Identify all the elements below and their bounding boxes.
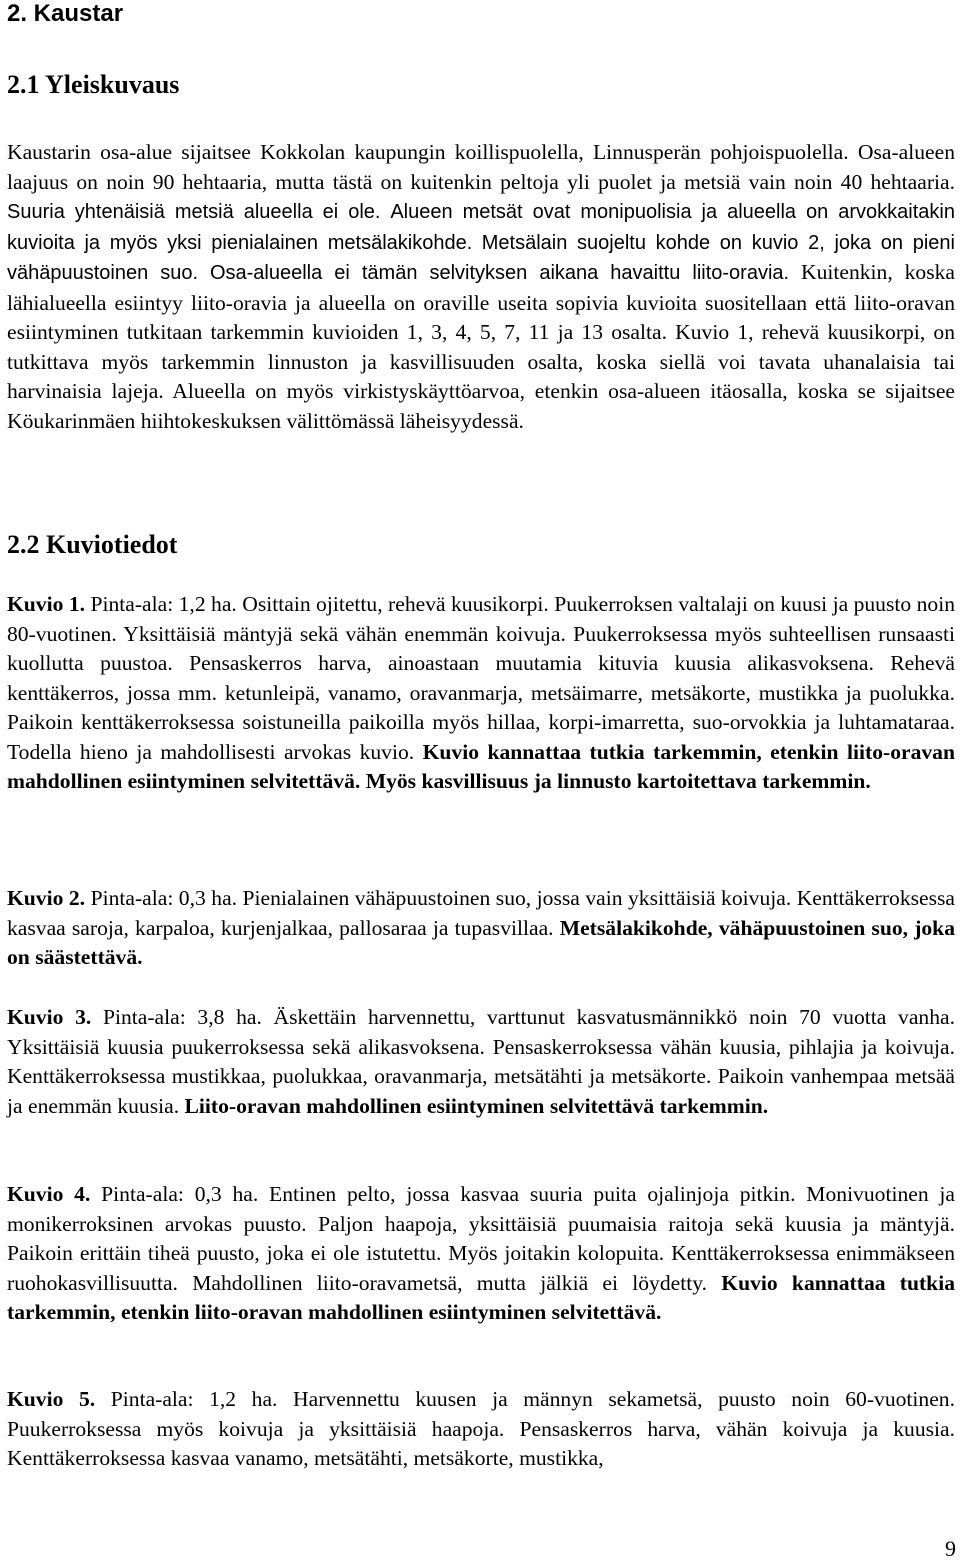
kuvio-recommendation: Kuvio kannattaa tutkia tarkemmin, etenkin liito-oravan mahdollinen esiintyminen selvitettävä.: [7, 1270, 955, 1324]
kuvio-3-paragraph: [7, 1003, 955, 1121]
section-title-yleiskuvaus: 2.1 Yleiskuvaus: [7, 70, 180, 99]
section-title-kuviotiedot: 2.2 Kuviotiedot: [7, 530, 178, 559]
kuvio-recommendation: Kuvio kannattaa tutkia tarkemmin, etenkin liito-oravan mahdollinen esiintyminen selvitettävä. Myös kasvillisuus ja linnusto kartoitettava tarkemmin.: [7, 739, 955, 793]
page-number: 9: [945, 1536, 956, 1561]
chapter-heading: 2. Kaustar: [7, 0, 124, 27]
kuvio-label: Kuvio 1.: [7, 592, 86, 616]
kuvio-text: Pinta-ala: 0,3 ha. Pienialainen vähäpuustoinen suo, jossa vain yksittäisiä koivuja. Kenttäkerroksessa kasvaa saroja, karpaloa, kurjenjalkaa, pallosaraa ja tupasvillaa.: [7, 886, 955, 940]
kuvio-recommendation: Liito-oravan mahdollinen esiintyminen selvitettävä tarkemmin.: [184, 1093, 769, 1118]
overview-sentence: Suuria yhtenäisiä metsiä alueella ei ole.: [7, 201, 381, 223]
overview-sentence: Osa-alueella ei tämän selvityksen aikana havaittu liito-oravia.: [209, 262, 790, 284]
kuvio-label: Kuvio 5.: [7, 1387, 96, 1411]
overview-sentence: Kaustarin osa-alue sijaitsee Kokkolan kaupungin koillispuolella, Linnusperän pohjoispuolella.: [7, 140, 849, 164]
overview-sentence: Osa-alueen laajuus on noin 90 hehtaaria, mutta tästä on kuitenkin peltoja yli puolet ja metsiä vain noin 40 hehtaaria.: [7, 140, 955, 194]
kuvio-text: Pinta-ala: 3,8 ha. Äskettäin harvennettu, varttunut kasvatusmännikkö noin 70 vuotta vanha. Yksittäisiä kuusia puukerroksessa sekä alikasvoksena. Pensaskerroksessa vähän kuusia, pihlajia ja koivuja. Kenttäkerroksessa mustikkaa, puolukkaa, oravanmarja, metsätähti ja metsäkorte. Paikoin vanhempaa metsää ja enemmän kuusia.: [7, 1005, 955, 1118]
overview-sentence: Alueen metsät ovat monipuolisia ja alueella on arvokkaitakin kuvioita ja myös yksi pienialainen metsälakikohde.: [7, 201, 955, 254]
kuvio-4-paragraph: [7, 1180, 955, 1328]
kuvio-recommendation: Metsälakikohde, vähäpuustoinen suo, joka on säästettävä.: [7, 915, 955, 969]
kuvio-1-paragraph: [7, 590, 955, 797]
kuvio-text: Pinta-ala: 1,2 ha. Osittain ojitettu, rehevä kuusikorpi. Puukerroksen valtalaji on kuusi ja puusto noin 80-vuotinen. Yksittäisiä mäntyjä sekä vähän enemmän koivuja. Puukerroksessa myös suhteellisen runsaasti kuollutta puustoa. Pensaskerros harva, ainoastaan muutamia kituvia kuusia alikasvoksena. Rehevä kenttäkerros, jossa mm. ketunleipä, vanamo, oravanmarja, metsäimarre, metsäkorte, mustikka ja puolukka. Paikoin kenttäkerroksessa soistuneilla paikoilla myös hillaa, korpi-imarretta, suo-orvokkia ja luhtamataraa. Todella hieno ja mahdollisesti arvokas kuvio.: [7, 592, 955, 764]
overview-sentence: Kuitenkin, koska lähialueella esiintyy liito-oravia ja alueella on oraville useita sopivia kuvioita suositellaan että liito-oravan esiintyminen tutkitaan tarkemmin kuvioiden 1, 3, 4, 5, 7, 11 ja 13 osalta. Kuvio 1, rehevä kuusikorpi, on tutkittava myös tarkemmin linnuston ja kasvillisuuden osalta, koska siellä voi tavata uhanalaisia tai harvinaisia lajeja. Alueella on myös virkistyskäyttöarvoa, etenkin osa-alueen itäosalla, koska se sijaitsee Köukarinmäen hiihtokeskuksen välittömässä läheisyydessä.: [7, 260, 955, 433]
kuvio-5-paragraph: [7, 1385, 955, 1474]
kuvio-text: Pinta-ala: 1,2 ha. Harvennettu kuusen ja männyn sekametsä, puusto noin 60-vuotinen. Puukerroksessa myös koivuja ja yksittäisiä haapoja. Pensaskerros harva, vähän koivuja ja kuusia. Kenttäkerroksessa kasvaa vanamo, metsätähti, metsäkorte, mustikka,: [7, 1387, 955, 1470]
kuvio-label: Kuvio 2.: [7, 886, 86, 910]
kuvio-label: Kuvio 4.: [7, 1182, 91, 1206]
kuvio-2-paragraph: [7, 884, 955, 973]
overview-sentence: Metsälain suojeltu kohde on kuvio 2, joka on pieni vähäpuustoinen suo.: [7, 231, 955, 284]
overview-paragraph: [7, 138, 955, 436]
kuvio-text: Pinta-ala: 0,3 ha. Entinen pelto, jossa kasvaa suuria puita ojalinjoja pitkin. Monivuotinen ja monikerroksinen arvokas puusto. Paljon haapoja, yksittäisiä puumaisia raitoja sekä kuusia ja mäntyjä. Paikoin erittäin tiheä puusto, joka ei ole istutettu. Myös joitakin kolopuita. Kenttäkerroksessa enimmäkseen ruohokasvillisuutta. Mahdollinen liito-oravametsä, mutta jälkiä ei löydetty.: [7, 1182, 955, 1295]
kuvio-label: Kuvio 3.: [7, 1005, 92, 1029]
